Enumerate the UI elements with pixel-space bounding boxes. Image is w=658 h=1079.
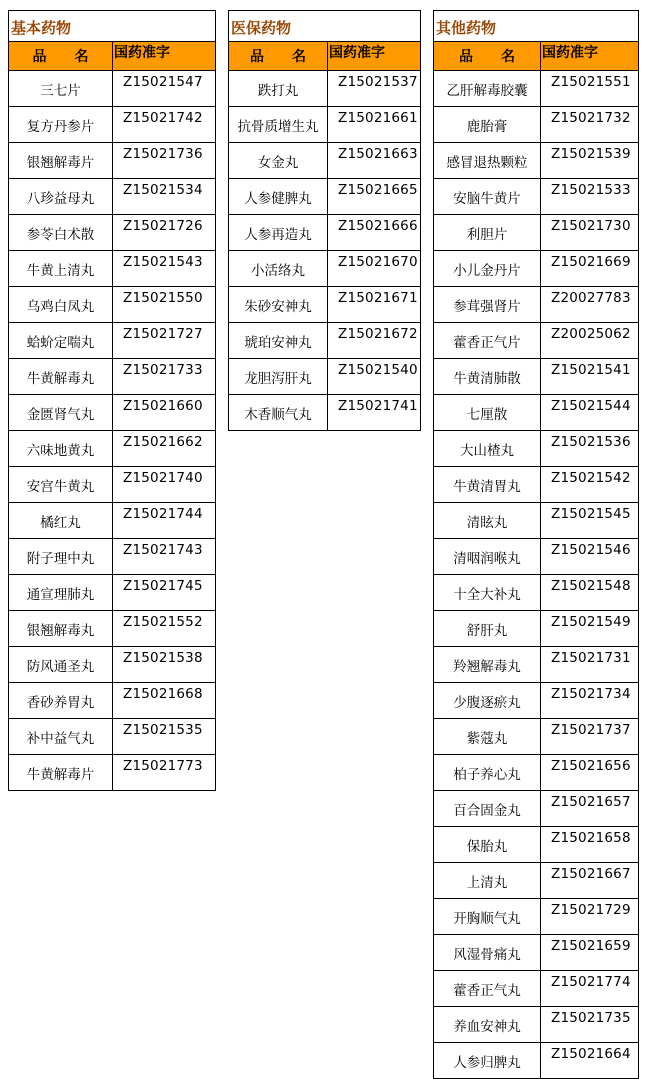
table-row — [434, 899, 639, 935]
approval-number-cell: Z15021665 — [328, 179, 421, 215]
table-row — [9, 71, 216, 107]
drug-name-cell: 紫蔻丸 — [434, 719, 541, 755]
table-row — [9, 179, 216, 215]
drug-name-cell: 牛黄解毒丸 — [9, 359, 113, 395]
table-row — [9, 755, 216, 791]
table-row — [9, 611, 216, 647]
drug-name-cell: 橘红丸 — [9, 503, 113, 539]
table-row — [434, 611, 639, 647]
table-row — [434, 575, 639, 611]
drug-name-cell: 参苓白术散 — [9, 215, 113, 251]
approval-number-cell: Z15021737 — [541, 719, 639, 755]
approval-number-cell: Z15021543 — [113, 251, 216, 287]
approval-number-cell: Z15021740 — [113, 467, 216, 503]
drug-name-cell: 安脑牛黄片 — [434, 179, 541, 215]
drug-name-cell: 人参归脾丸 — [434, 1043, 541, 1079]
insured-drugs-panel — [228, 10, 421, 431]
drug-name-cell: 风湿骨痛丸 — [434, 935, 541, 971]
table-row — [434, 395, 639, 431]
table-row — [434, 755, 639, 791]
table-row — [9, 503, 216, 539]
drug-name-cell: 朱砂安神丸 — [229, 287, 328, 323]
approval-number-cell: Z15021727 — [113, 323, 216, 359]
table-row — [434, 323, 639, 359]
section-title: 医保药物 — [228, 10, 421, 41]
section-title: 基本药物 — [8, 10, 216, 41]
drug-name-cell: 清咽润喉丸 — [434, 539, 541, 575]
approval-number-cell: Z15021671 — [328, 287, 421, 323]
drug-name-cell: 柏子养心丸 — [434, 755, 541, 791]
drug-name-cell: 金匮肾气丸 — [9, 395, 113, 431]
table-row — [229, 107, 421, 143]
table-row — [229, 395, 421, 431]
drug-name-cell: 小儿金丹片 — [434, 251, 541, 287]
table-row — [434, 71, 639, 107]
table-row — [434, 827, 639, 863]
table-row — [9, 251, 216, 287]
table-row — [434, 107, 639, 143]
drug-name-cell: 百合固金丸 — [434, 791, 541, 827]
drug-name-cell: 安宫牛黄丸 — [9, 467, 113, 503]
drug-name-cell: 银翘解毒丸 — [9, 611, 113, 647]
approval-number-cell: Z15021726 — [113, 215, 216, 251]
table-row — [9, 395, 216, 431]
drug-table — [433, 41, 639, 1079]
code-column-header: 国药准字 — [113, 42, 216, 71]
approval-number-cell: Z15021731 — [541, 647, 639, 683]
approval-number-cell: Z15021774 — [541, 971, 639, 1007]
approval-number-cell: Z15021536 — [541, 431, 639, 467]
table-row — [434, 647, 639, 683]
approval-number-cell: Z15021730 — [541, 215, 639, 251]
approval-number-cell: Z15021661 — [328, 107, 421, 143]
drug-name-cell: 通宣理肺丸 — [9, 575, 113, 611]
table-row — [434, 935, 639, 971]
name-column-header: 品 名 — [434, 42, 541, 71]
drug-name-cell: 防风通圣丸 — [9, 647, 113, 683]
approval-number-cell: Z15021672 — [328, 323, 421, 359]
table-row — [434, 215, 639, 251]
approval-number-cell: Z15021537 — [328, 71, 421, 107]
approval-number-cell: Z15021668 — [113, 683, 216, 719]
approval-number-cell: Z15021735 — [541, 1007, 639, 1043]
drug-name-cell: 蛤蚧定喘丸 — [9, 323, 113, 359]
drug-name-cell: 附子理中丸 — [9, 539, 113, 575]
table-row — [9, 107, 216, 143]
table-row — [229, 71, 421, 107]
drug-name-cell: 人参再造丸 — [229, 215, 328, 251]
table-row — [434, 971, 639, 1007]
other-drugs-panel — [433, 10, 639, 1079]
drug-name-cell: 大山楂丸 — [434, 431, 541, 467]
drug-name-cell: 保胎丸 — [434, 827, 541, 863]
approval-number-cell: Z15021736 — [113, 143, 216, 179]
table-row — [229, 215, 421, 251]
drug-name-cell: 藿香正气片 — [434, 323, 541, 359]
drug-name-cell: 上清丸 — [434, 863, 541, 899]
table-row — [434, 467, 639, 503]
drug-name-cell: 人参健脾丸 — [229, 179, 328, 215]
approval-number-cell: Z15021549 — [541, 611, 639, 647]
drug-name-cell: 八珍益母丸 — [9, 179, 113, 215]
approval-number-cell: Z15021658 — [541, 827, 639, 863]
approval-number-cell: Z15021669 — [541, 251, 639, 287]
approval-number-cell: Z15021535 — [113, 719, 216, 755]
drug-name-cell: 牛黄清胃丸 — [434, 467, 541, 503]
table-row — [434, 179, 639, 215]
table-row — [229, 359, 421, 395]
table-row — [434, 791, 639, 827]
table-row — [434, 1007, 639, 1043]
approval-number-cell: Z15021743 — [113, 539, 216, 575]
drug-name-cell: 女金丸 — [229, 143, 328, 179]
table-row — [434, 431, 639, 467]
approval-number-cell: Z15021733 — [113, 359, 216, 395]
drug-name-cell: 舒肝丸 — [434, 611, 541, 647]
approval-number-cell: Z15021541 — [541, 359, 639, 395]
approval-number-cell: Z15021548 — [541, 575, 639, 611]
table-row — [229, 323, 421, 359]
table-row — [434, 683, 639, 719]
table-row — [434, 1043, 639, 1079]
table-row — [229, 251, 421, 287]
approval-number-cell: Z15021732 — [541, 107, 639, 143]
approval-number-cell: Z15021745 — [113, 575, 216, 611]
approval-number-cell: Z15021657 — [541, 791, 639, 827]
approval-number-cell: Z15021545 — [541, 503, 639, 539]
approval-number-cell: Z15021660 — [113, 395, 216, 431]
table-row — [434, 359, 639, 395]
drug-name-cell: 补中益气丸 — [9, 719, 113, 755]
table-row — [9, 647, 216, 683]
drug-name-cell: 羚翘解毒丸 — [434, 647, 541, 683]
table-row — [9, 575, 216, 611]
drug-name-cell: 六味地黄丸 — [9, 431, 113, 467]
drug-name-cell: 跌打丸 — [229, 71, 328, 107]
approval-number-cell: Z15021666 — [328, 215, 421, 251]
approval-number-cell: Z15021551 — [541, 71, 639, 107]
table-row — [434, 503, 639, 539]
drug-name-cell: 木香顺气丸 — [229, 395, 328, 431]
approval-number-cell: Z15021540 — [328, 359, 421, 395]
drug-name-cell: 七厘散 — [434, 395, 541, 431]
name-column-header: 品 名 — [229, 42, 328, 71]
table-row — [9, 467, 216, 503]
table-row — [434, 863, 639, 899]
approval-number-cell: Z20027783 — [541, 287, 639, 323]
drug-name-cell: 乌鸡白凤丸 — [9, 287, 113, 323]
approval-number-cell: Z15021552 — [113, 611, 216, 647]
table-row — [229, 179, 421, 215]
drug-name-cell: 藿香正气丸 — [434, 971, 541, 1007]
table-row — [9, 539, 216, 575]
table-row — [229, 287, 421, 323]
drug-name-cell: 三七片 — [9, 71, 113, 107]
table-row — [434, 287, 639, 323]
approval-number-cell: Z15021542 — [541, 467, 639, 503]
drug-name-cell: 少腹逐瘀丸 — [434, 683, 541, 719]
table-row — [9, 431, 216, 467]
drug-name-cell: 牛黄清肺散 — [434, 359, 541, 395]
drug-name-cell: 参茸强肾片 — [434, 287, 541, 323]
approval-number-cell: Z15021544 — [541, 395, 639, 431]
approval-number-cell: Z15021539 — [541, 143, 639, 179]
approval-number-cell: Z15021656 — [541, 755, 639, 791]
drug-name-cell: 琥珀安神丸 — [229, 323, 328, 359]
approval-number-cell: Z15021744 — [113, 503, 216, 539]
section-title: 其他药物 — [433, 10, 639, 41]
approval-number-cell: Z20025062 — [541, 323, 639, 359]
drug-name-cell: 利胆片 — [434, 215, 541, 251]
drug-name-cell: 乙肝解毒胶囊 — [434, 71, 541, 107]
approval-number-cell: Z15021741 — [328, 395, 421, 431]
table-row — [434, 251, 639, 287]
code-column-header: 国药准字 — [541, 42, 639, 71]
drug-name-cell: 感冒退热颗粒 — [434, 143, 541, 179]
approval-number-cell: Z15021550 — [113, 287, 216, 323]
table-row — [9, 719, 216, 755]
table-row — [434, 143, 639, 179]
approval-number-cell: Z15021546 — [541, 539, 639, 575]
approval-number-cell: Z15021538 — [113, 647, 216, 683]
table-row — [9, 323, 216, 359]
drug-name-cell: 养血安神丸 — [434, 1007, 541, 1043]
approval-number-cell: Z15021773 — [113, 755, 216, 791]
drug-name-cell: 银翘解毒片 — [9, 143, 113, 179]
drug-table — [228, 41, 421, 431]
approval-number-cell: Z15021659 — [541, 935, 639, 971]
table-header-row — [229, 42, 421, 71]
approval-number-cell: Z15021663 — [328, 143, 421, 179]
table-row — [9, 287, 216, 323]
drug-name-cell: 复方丹参片 — [9, 107, 113, 143]
drug-name-cell: 牛黄解毒片 — [9, 755, 113, 791]
table-row — [434, 719, 639, 755]
table-row — [229, 143, 421, 179]
table-row — [9, 143, 216, 179]
drug-name-cell: 小活络丸 — [229, 251, 328, 287]
drug-name-cell: 十全大补丸 — [434, 575, 541, 611]
code-column-header: 国药准字 — [328, 42, 421, 71]
approval-number-cell: Z15021533 — [541, 179, 639, 215]
table-row — [9, 683, 216, 719]
table-row — [9, 359, 216, 395]
approval-number-cell: Z15021670 — [328, 251, 421, 287]
table-row — [9, 215, 216, 251]
approval-number-cell: Z15021662 — [113, 431, 216, 467]
drug-table — [8, 41, 216, 791]
drug-name-cell: 香砂养胃丸 — [9, 683, 113, 719]
table-header-row — [434, 42, 639, 71]
approval-number-cell: Z15021664 — [541, 1043, 639, 1079]
approval-number-cell: Z15021547 — [113, 71, 216, 107]
drug-name-cell: 开胸顺气丸 — [434, 899, 541, 935]
approval-number-cell: Z15021734 — [541, 683, 639, 719]
drug-name-cell: 抗骨质增生丸 — [229, 107, 328, 143]
basic-drugs-panel — [8, 10, 216, 791]
approval-number-cell: Z15021729 — [541, 899, 639, 935]
drug-name-cell: 鹿胎膏 — [434, 107, 541, 143]
approval-number-cell: Z15021742 — [113, 107, 216, 143]
table-row — [434, 539, 639, 575]
drug-name-cell: 牛黄上清丸 — [9, 251, 113, 287]
approval-number-cell: Z15021534 — [113, 179, 216, 215]
drug-name-cell: 清眩丸 — [434, 503, 541, 539]
drug-name-cell: 龙胆泻肝丸 — [229, 359, 328, 395]
table-header-row — [9, 42, 216, 71]
approval-number-cell: Z15021667 — [541, 863, 639, 899]
name-column-header: 品 名 — [9, 42, 113, 71]
